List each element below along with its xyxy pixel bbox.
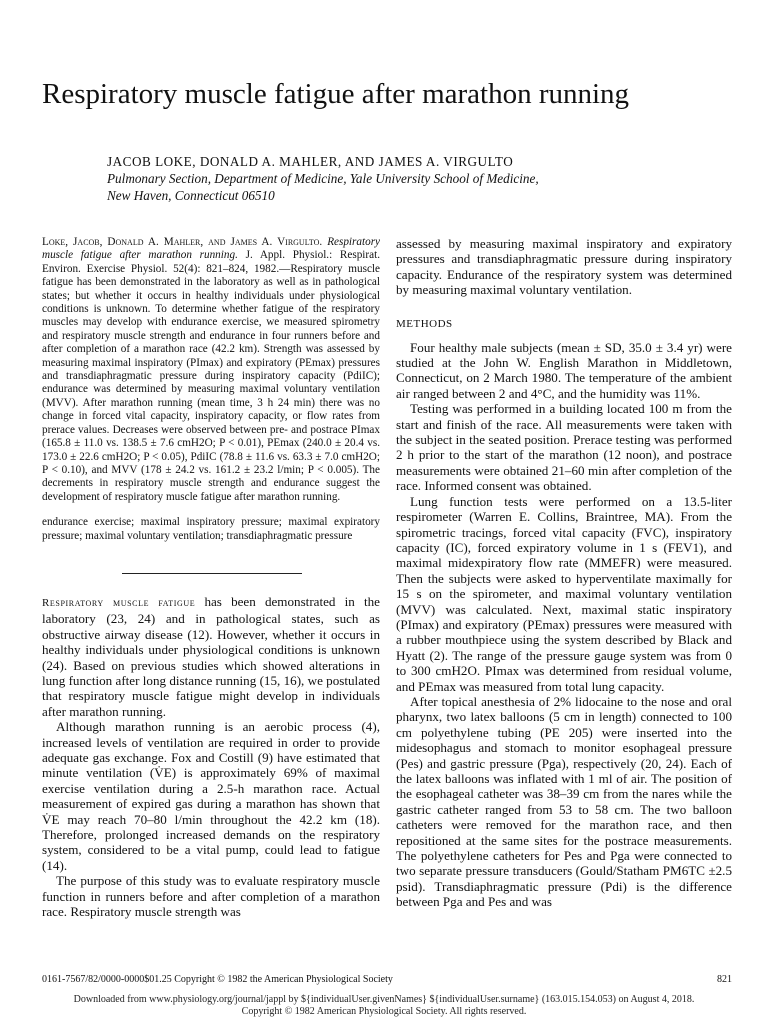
- methods-paragraph-4: After topical anesthesia of 2% lidocaine to the nose and oral pharynx, two latex balloons (5 cm in length) connected to 100 cm polyethylene tubing (PE 205) were inserted into the midesophagus and stomach to monitor esophageal pressure (Pes) and gastric pressure (Pga), respectively (20, 24). Each of the latex balloons was inflated with 1 ml of air. The position of the esophageal catheter was 38–39 cm from the nares while the gastric catheter ranged from 53 to 58 cm. The two balloon catheters were removed for the marathon race, and then repositioned at the same sites for the postrace measurements. The polyethylene catheters for Pes and Pga were connected to two separate pressure transducers (Gould/Statham PM6TC ±2.5 psid). Transdiaphragmatic pressure (Pdi) is the difference between Pga and Pes and was: [396, 693, 732, 910]
- intro-paragraph-1: [42, 594, 380, 719]
- intro-p1-text: has been demonstrated in the laboratory (23, 24) and in pathological states, such as obstructive airway disease (12). However, whether it occurs in healthy individuals under physiological conditions is unknown (24). Based on previous studies which showed alterations in lung function after long distance running (15, 16), we postulated that respiratory muscle fatigue might develop in individuals after marathon running.: [42, 593, 380, 719]
- affiliation: [107, 170, 727, 204]
- methods-paragraph-1: Four healthy male subjects (mean ± SD, 35.0 ± 3.4 yr) were studied at the John W. English Marathon in Middletown, Connecticut, on 2 March 1980. The temperature of the ambient air ranged between 2 and 4°C, and the humidity was 11%.: [396, 339, 732, 401]
- download-notice: [0, 994, 768, 1018]
- page-number: 821: [717, 974, 732, 985]
- section-divider: [122, 573, 302, 574]
- left-column: [42, 236, 380, 919]
- intro-lead: Respiratory muscle fatigue: [42, 596, 196, 609]
- abstract-title: Respiratory muscle fatigue after marathon running.: [42, 236, 381, 262]
- abstract-authors: Loke, Jacob, Donald A. Mahler, and James A. Virgulto.: [42, 236, 323, 248]
- author-list: JACOB LOKE, DONALD A. MAHLER, AND JAMES A. VIRGULTO: [107, 154, 514, 169]
- page-footer: [42, 974, 732, 986]
- methods-heading: METHODS: [396, 317, 453, 330]
- affiliation-line-1: Pulmonary Section, Department of Medicine, Yale University School of Medicine,: [107, 171, 539, 186]
- right-column: [396, 236, 732, 910]
- copyright-line: 0161-7567/82/0000-0000$01.25 Copyright © 1982 the American Physiological Society: [42, 974, 393, 985]
- keywords: endurance exercise; maximal inspiratory pressure; maximal expiratory pressure; maximal voluntary ventilation; transdiaphragmatic pressure: [42, 516, 380, 542]
- abstract: [42, 236, 380, 504]
- intro-paragraph-2: Although marathon running is an aerobic process (4), increased levels of ventilation are required in order to provide adequate gas exchange. Fox and Costill (9) have estimated that minute ventilation (V̇E) is approximately 69% of maximal exercise ventilation during a 2.5-h marathon race. Actual measurement of expired gas during a marathon has shown that V̇E may reach 70–80 l/min throughout the 42.2 km (18). Therefore, prolonged increased demands on the respiratory system, considered to be a vital pump, could lead to fatigue (14).: [42, 719, 380, 873]
- article-title: Respiratory muscle fatigue after marathon running: [42, 78, 630, 110]
- intro-paragraph-3: The purpose of this study was to evaluate respiratory muscle function in runners before and after completion of a marathon race. Respiratory muscle strength was: [42, 873, 380, 920]
- right-paragraph-0: assessed by measuring maximal inspiratory and expiratory pressures and transdiaphragmatic pressure during inspiratory capacity. Endurance of the respiratory system was determined by measuring maximal voluntary ventilation.: [396, 236, 732, 298]
- methods-paragraph-3: Lung function tests were performed on a 13.5-liter respirometer (Warren E. Collins, Braintree, MA). From the spirometric tracings, forced vital capacity (FVC), inspiratory capacity (IC), forced expiratory volume in 1 s (FEV1), and maximal midexpiratory flow rate (MMEFR) were measured. Then the subjects were asked to hyperventilate maximally for 15 s on the spirometer, and maximal voluntary ventilation (MVV) was calculated. Next, maximal static inspiratory (PImax) and expiratory (PEmax) pressures were measured with a rubber mouthpiece using the system described by Black and Hyatt (2). The range of the pressure gauge system was from 0 to 300 cmH2O. PImax was determined from residual volume, and PEmax was measured from total lung capacity.: [396, 493, 732, 694]
- affiliation-line-2: New Haven, Connecticut 06510: [107, 188, 275, 203]
- download-line-2: Copyright © 1982 American Physiological Society. All rights reserved.: [241, 1006, 527, 1017]
- download-line-1: Downloaded from www.physiology.org/journal/jappl by ${individualUser.givenNames} ${individualUser.surname} (163.015.154.053) on August 4, 2018.: [73, 994, 695, 1005]
- abstract-body: J. Appl. Physiol.: Respirat. Environ. Exercise Physiol. 52(4): 821–824, 1982.—Respiratory muscle fatigue has been demonstrated in the laboratory as well as in pathological states; but whether it occurs in healthy individuals under physiological conditions is unknown. To determine whether fatigue of the respiratory muscles may develop with endurance exercise, we measured spirometry and respiratory muscle strength and endurance in four runners before and after completion of a marathon race (42.2 km). Strength was assessed by measuring maximal inspiratory (PImax) and expiratory (PEmax) pressures and transdiaphragmatic pressure during inspiratory capacity (PdiIC); endurance was determined by measuring maximal voluntary ventilation (MVV). After marathon running (mean time, 3 h 24 min) there was no change in forced vital capacity, inspiratory capacity, or flow rates from prerace values. Decreases were observed between pre- and postrace PImax (165.8 ± 11.0 vs. 138.5 ± 7.6 cmH2O; P < 0.01), PEmax (240.0 ± 20.4 vs. 173.0 ± 22.6 cmH2O; P < 0.05), PdiIC (78.8 ± 11.6 vs. 63.3 ± 7.0 cmH2O; P < 0.10), and MVV (178 ± 24.2 vs. 161.2 ± 23.2 l/min; P < 0.005). The decrements in respiratory muscle strength and endurance suggest the development of respiratory muscle fatigue after marathon running.: [42, 249, 381, 503]
- methods-paragraph-2: Testing was performed in a building located 100 m from the start and finish of the race. All measurements were taken with the subject in the seated position. Prerace testing was performed 2 h prior to the start of the marathon (12 noon), and postrace measurements were obtained 21–60 min after completion of the race. Informed consent was obtained.: [396, 401, 732, 494]
